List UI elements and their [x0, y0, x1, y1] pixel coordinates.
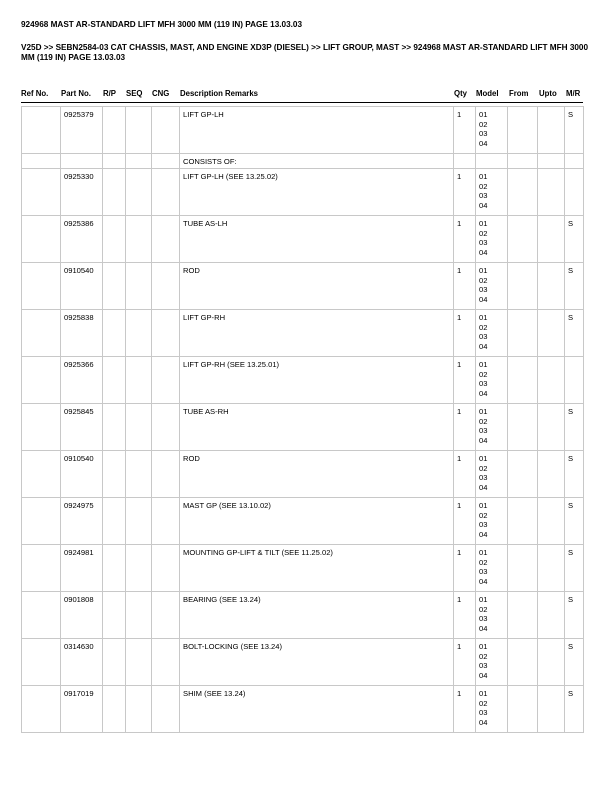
- model-code: 01: [479, 595, 488, 604]
- header-model: Model: [476, 89, 499, 98]
- from-cell: [508, 451, 538, 498]
- qty-cell: 1: [454, 357, 476, 404]
- qty-cell: 1: [454, 451, 476, 498]
- rp-cell: [103, 310, 126, 357]
- ref-no-cell: [22, 639, 61, 686]
- ref-no-cell: [22, 169, 61, 216]
- ref-no-cell: [22, 154, 61, 169]
- model-code: 04: [479, 670, 488, 680]
- model-code: 01: [479, 110, 488, 119]
- ref-no-cell: [22, 592, 61, 639]
- table-row: [22, 357, 584, 404]
- model-code: 03: [479, 285, 488, 294]
- table-row: [22, 310, 584, 357]
- mr-cell: S: [565, 404, 584, 451]
- model-code: 03: [479, 191, 488, 200]
- from-cell: [508, 545, 538, 592]
- mr-cell: [565, 169, 584, 216]
- seq-cell: [126, 107, 152, 154]
- model-code: 03: [479, 567, 488, 576]
- table-row: [22, 592, 584, 639]
- header-qty: Qty: [454, 89, 467, 98]
- cng-cell: [152, 545, 180, 592]
- cng-cell: [152, 404, 180, 451]
- header-seq: SEQ: [126, 89, 143, 98]
- seq-cell: [126, 216, 152, 263]
- from-cell: [508, 107, 538, 154]
- mr-cell: S: [565, 310, 584, 357]
- ref-no-cell: [22, 498, 61, 545]
- ref-no-cell: [22, 216, 61, 263]
- model-code: 04: [479, 138, 488, 148]
- model-code: 04: [479, 529, 488, 539]
- from-cell: [508, 592, 538, 639]
- description-cell: LIFT GP-RH: [180, 310, 454, 357]
- model-cell: [476, 310, 508, 357]
- cng-cell: [152, 216, 180, 263]
- table-row: [22, 545, 584, 592]
- mr-cell: S: [565, 451, 584, 498]
- seq-cell: [126, 686, 152, 733]
- model-code: 04: [479, 623, 488, 633]
- mr-cell: S: [565, 498, 584, 545]
- ref-no-cell: [22, 107, 61, 154]
- model-cell: [476, 404, 508, 451]
- seq-cell: [126, 169, 152, 216]
- mr-cell: S: [565, 263, 584, 310]
- model-code: 04: [479, 247, 488, 257]
- model-code: 01: [479, 501, 488, 510]
- header-upto: Upto: [539, 89, 557, 98]
- upto-cell: [538, 107, 565, 154]
- table-row: [22, 639, 584, 686]
- ref-no-cell: [22, 451, 61, 498]
- cng-cell: [152, 357, 180, 404]
- model-code: 04: [479, 717, 488, 727]
- model-code: 01: [479, 266, 488, 275]
- table-row: [22, 686, 584, 733]
- rp-cell: [103, 154, 126, 169]
- part-no-cell: 0924975: [61, 498, 103, 545]
- rp-cell: [103, 169, 126, 216]
- description-cell: CONSISTS OF:: [180, 154, 454, 169]
- upto-cell: [538, 639, 565, 686]
- table-row: [22, 498, 584, 545]
- model-code: 04: [479, 576, 488, 586]
- qty-cell: 1: [454, 404, 476, 451]
- upto-cell: [538, 310, 565, 357]
- description-cell: MOUNTING GP-LIFT & TILT (SEE 11.25.02): [180, 545, 454, 592]
- cng-cell: [152, 169, 180, 216]
- seq-cell: [126, 545, 152, 592]
- description-cell: LIFT GP-LH (SEE 13.25.02): [180, 169, 454, 216]
- model-code: 02: [479, 228, 488, 238]
- model-code: 03: [479, 520, 488, 529]
- upto-cell: [538, 357, 565, 404]
- qty-cell: 1: [454, 107, 476, 154]
- description-cell: ROD: [180, 451, 454, 498]
- table-row: [22, 154, 584, 169]
- from-cell: [508, 263, 538, 310]
- model-code: 02: [479, 322, 488, 332]
- part-no-cell: 0901808: [61, 592, 103, 639]
- model-code: 03: [479, 614, 488, 623]
- part-no-cell: 0925386: [61, 216, 103, 263]
- cng-cell: [152, 498, 180, 545]
- model-code: 01: [479, 689, 488, 698]
- description-cell: TUBE AS-RH: [180, 404, 454, 451]
- rp-cell: [103, 263, 126, 310]
- model-cell: [476, 686, 508, 733]
- model-code: 02: [479, 119, 488, 129]
- cng-cell: [152, 154, 180, 169]
- description-cell: ROD: [180, 263, 454, 310]
- model-code: 03: [479, 473, 488, 482]
- from-cell: [508, 169, 538, 216]
- model-code: 04: [479, 482, 488, 492]
- model-code: 03: [479, 332, 488, 341]
- rp-cell: [103, 451, 126, 498]
- model-code: 01: [479, 360, 488, 369]
- model-cell: [476, 498, 508, 545]
- model-code: 01: [479, 172, 488, 181]
- rp-cell: [103, 216, 126, 263]
- header-rp: R/P: [103, 89, 116, 98]
- model-code: 03: [479, 238, 488, 247]
- from-cell: [508, 404, 538, 451]
- parts-table-body: [22, 107, 584, 733]
- part-no-cell: 0910540: [61, 451, 103, 498]
- parts-table: [21, 106, 584, 733]
- header-cng: CNG: [152, 89, 170, 98]
- mr-cell: S: [565, 107, 584, 154]
- from-cell: [508, 498, 538, 545]
- model-code: 04: [479, 200, 488, 210]
- upto-cell: [538, 592, 565, 639]
- mr-cell: S: [565, 592, 584, 639]
- rp-cell: [103, 639, 126, 686]
- model-code: 02: [479, 698, 488, 708]
- seq-cell: [126, 154, 152, 169]
- part-no-cell: 0925330: [61, 169, 103, 216]
- model-cell: [476, 216, 508, 263]
- qty-cell: 1: [454, 592, 476, 639]
- model-code: 02: [479, 369, 488, 379]
- model-code: 04: [479, 388, 488, 398]
- table-row: [22, 451, 584, 498]
- model-cell: [476, 357, 508, 404]
- mr-cell: S: [565, 216, 584, 263]
- header-part-no: Part No.: [61, 89, 91, 98]
- mr-cell: S: [565, 686, 584, 733]
- part-no-cell: [61, 154, 103, 169]
- mr-cell: [565, 154, 584, 169]
- table-row: [22, 216, 584, 263]
- model-code: 01: [479, 548, 488, 557]
- header-rule: [21, 102, 583, 103]
- qty-cell: [454, 154, 476, 169]
- rp-cell: [103, 498, 126, 545]
- model-cell: [476, 107, 508, 154]
- ref-no-cell: [22, 357, 61, 404]
- rp-cell: [103, 592, 126, 639]
- qty-cell: 1: [454, 169, 476, 216]
- description-cell: TUBE AS-LH: [180, 216, 454, 263]
- description-cell: LIFT GP-RH (SEE 13.25.01): [180, 357, 454, 404]
- from-cell: [508, 357, 538, 404]
- upto-cell: [538, 404, 565, 451]
- model-code: 01: [479, 642, 488, 651]
- model-code: 01: [479, 313, 488, 322]
- description-cell: SHIM (SEE 13.24): [180, 686, 454, 733]
- header-from: From: [509, 89, 529, 98]
- model-code: 04: [479, 435, 488, 445]
- part-no-cell: 0925845: [61, 404, 103, 451]
- qty-cell: 1: [454, 545, 476, 592]
- table-row: [22, 107, 584, 154]
- seq-cell: [126, 592, 152, 639]
- mr-cell: S: [565, 545, 584, 592]
- model-code: 03: [479, 379, 488, 388]
- seq-cell: [126, 404, 152, 451]
- rp-cell: [103, 686, 126, 733]
- model-cell: [476, 639, 508, 686]
- upto-cell: [538, 451, 565, 498]
- cng-cell: [152, 451, 180, 498]
- model-code: 02: [479, 651, 488, 661]
- breadcrumb: V25D >> SEBN2584-03 CAT CHASSIS, MAST, AND ENGINE XD3P (DIESEL) >> LIFT GROUP, MAST >> 924968 MAST AR-STANDARD LIFT MFH 3000 MM (119 IN) PAGE 13.03.03: [21, 43, 589, 62]
- cng-cell: [152, 263, 180, 310]
- description-cell: BEARING (SEE 13.24): [180, 592, 454, 639]
- qty-cell: 1: [454, 686, 476, 733]
- model-code: 03: [479, 661, 488, 670]
- upto-cell: [538, 263, 565, 310]
- model-code: 01: [479, 219, 488, 228]
- ref-no-cell: [22, 545, 61, 592]
- table-row: [22, 263, 584, 310]
- from-cell: [508, 686, 538, 733]
- model-cell: [476, 451, 508, 498]
- model-code: 02: [479, 557, 488, 567]
- model-code: 02: [479, 275, 488, 285]
- model-code: 02: [479, 604, 488, 614]
- ref-no-cell: [22, 404, 61, 451]
- model-code: 01: [479, 407, 488, 416]
- rp-cell: [103, 545, 126, 592]
- part-no-cell: 0925838: [61, 310, 103, 357]
- cng-cell: [152, 639, 180, 686]
- qty-cell: 1: [454, 310, 476, 357]
- model-code: 02: [479, 181, 488, 191]
- description-cell: LIFT GP-LH: [180, 107, 454, 154]
- model-cell: [476, 592, 508, 639]
- description-cell: BOLT-LOCKING (SEE 13.24): [180, 639, 454, 686]
- model-code: 02: [479, 416, 488, 426]
- header-ref-no: Ref No.: [21, 89, 49, 98]
- cng-cell: [152, 592, 180, 639]
- upto-cell: [538, 686, 565, 733]
- from-cell: [508, 154, 538, 169]
- model-cell: [476, 154, 508, 169]
- model-code: 04: [479, 341, 488, 351]
- part-no-cell: 0924981: [61, 545, 103, 592]
- part-no-cell: 0917019: [61, 686, 103, 733]
- seq-cell: [126, 263, 152, 310]
- seq-cell: [126, 498, 152, 545]
- seq-cell: [126, 310, 152, 357]
- part-no-cell: 0314630: [61, 639, 103, 686]
- model-code: 03: [479, 708, 488, 717]
- ref-no-cell: [22, 686, 61, 733]
- model-cell: [476, 169, 508, 216]
- from-cell: [508, 216, 538, 263]
- seq-cell: [126, 639, 152, 686]
- cng-cell: [152, 107, 180, 154]
- from-cell: [508, 310, 538, 357]
- description-cell: MAST GP (SEE 13.10.02): [180, 498, 454, 545]
- upto-cell: [538, 154, 565, 169]
- model-cell: [476, 263, 508, 310]
- header-description: Description Remarks: [180, 89, 258, 98]
- model-code: 01: [479, 454, 488, 463]
- cng-cell: [152, 686, 180, 733]
- seq-cell: [126, 357, 152, 404]
- part-no-cell: 0925379: [61, 107, 103, 154]
- upto-cell: [538, 498, 565, 545]
- model-code: 03: [479, 426, 488, 435]
- qty-cell: 1: [454, 263, 476, 310]
- part-no-cell: 0910540: [61, 263, 103, 310]
- model-code: 04: [479, 294, 488, 304]
- model-code: 02: [479, 463, 488, 473]
- mr-cell: [565, 357, 584, 404]
- qty-cell: 1: [454, 639, 476, 686]
- rp-cell: [103, 404, 126, 451]
- model-cell: [476, 545, 508, 592]
- model-code: 02: [479, 510, 488, 520]
- model-code: 03: [479, 129, 488, 138]
- ref-no-cell: [22, 310, 61, 357]
- qty-cell: 1: [454, 498, 476, 545]
- ref-no-cell: [22, 263, 61, 310]
- rp-cell: [103, 107, 126, 154]
- cng-cell: [152, 310, 180, 357]
- table-row: [22, 169, 584, 216]
- table-row: [22, 404, 584, 451]
- seq-cell: [126, 451, 152, 498]
- upto-cell: [538, 169, 565, 216]
- part-no-cell: 0925366: [61, 357, 103, 404]
- from-cell: [508, 639, 538, 686]
- page-title: 924968 MAST AR-STANDARD LIFT MFH 3000 MM (119 IN) PAGE 13.03.03: [21, 20, 303, 29]
- upto-cell: [538, 545, 565, 592]
- header-mr: M/R: [566, 89, 581, 98]
- rp-cell: [103, 357, 126, 404]
- qty-cell: 1: [454, 216, 476, 263]
- mr-cell: S: [565, 639, 584, 686]
- upto-cell: [538, 216, 565, 263]
